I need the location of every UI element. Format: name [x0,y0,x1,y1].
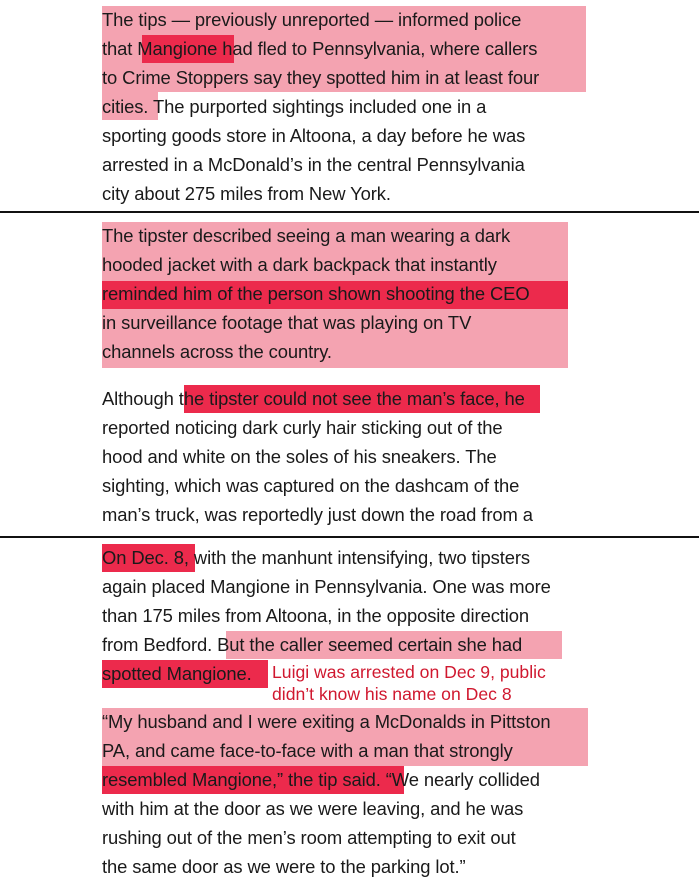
text-line: with him at the door as we were leaving, and he was [102,798,524,819]
text-line: On Dec. 8, with the manhunt intensifying, two tipsters [102,547,531,568]
text-line: city about 275 miles from New York. [102,183,391,204]
text-line: sighting, which was captured on the dashcam of the [102,475,520,496]
text-line: The tips — previously unreported — informed police [102,9,522,30]
text-line: man’s truck, was reportedly just down the road from a [102,504,533,525]
text-line: hooded jacket with a dark backpack that instantly [102,254,497,275]
text-line: from Bedford. But the caller seemed certain she had [102,634,523,655]
annotation-note: Luigi was arrested on Dec 9, public [272,662,546,682]
text-line: resembled Mangione,” the tip said. “We nearly collided [102,769,540,790]
text-line: “My husband and I were exiting a McDonalds in Pittston [102,711,551,732]
text-line: Although the tipster could not see the man’s face, he [102,388,525,409]
text-line: reminded him of the person shown shooting the CEO [102,283,530,304]
text-line: cities. The purported sightings included one in a [102,96,487,117]
text-line: again placed Mangione in Pennsylvania. One was more [102,576,551,597]
annotation-note: didn’t know his name on Dec 8 [272,684,512,704]
text-line: reported noticing dark curly hair sticking out of the [102,417,503,438]
text-line: spotted Mangione. [102,663,252,684]
text-line: than 175 miles from Altoona, in the opposite direction [102,605,530,626]
text-line: to Crime Stoppers say they spotted him in at least four [102,67,540,88]
text-line: arrested in a McDonald’s in the central Pennsylvania [102,154,525,175]
text-line: sporting goods store in Altoona, a day before he was [102,125,526,146]
text-line: rushing out of the men’s room attempting to exit out [102,827,516,848]
divider [0,211,699,213]
text-line: that Mangione had fled to Pennsylvania, where callers [102,38,538,59]
text-line: The tipster described seeing a man wearing a dark [102,225,511,246]
text-line: the same door as we were to the parking lot.” [102,856,466,877]
text-line: channels across the country. [102,341,332,362]
text-line: in surveillance footage that was playing on TV [102,312,472,333]
divider [0,536,699,538]
text-line: hood and white on the soles of his sneakers. The [102,446,497,467]
text-line: PA, and came face-to-face with a man that strongly [102,740,513,761]
